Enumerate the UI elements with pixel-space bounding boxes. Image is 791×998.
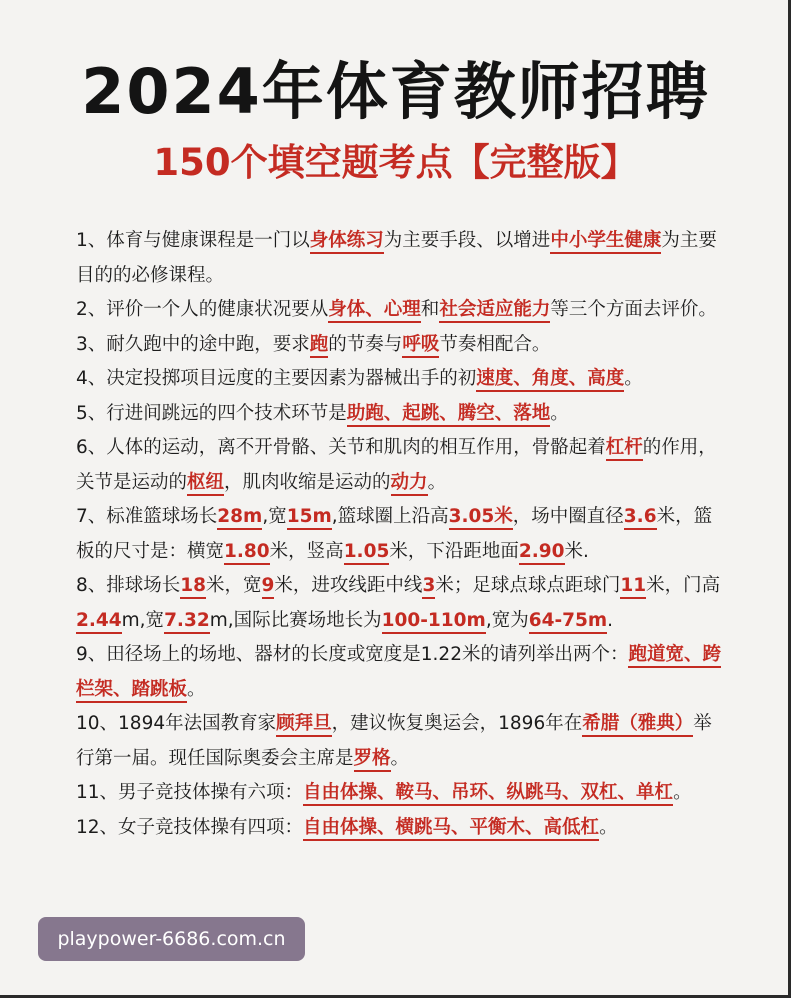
question-list [76,224,728,845]
item-text: 6、人体的运动，离不开骨骼、关节和肌肉的相互作用，骨骼起着 [76,437,606,458]
item-text: 。 [187,678,206,700]
item-text: 米，门高 [646,575,721,596]
item-text: 和 [420,299,440,320]
item-text: 。 [550,402,569,424]
answer-highlight: 11 [620,575,646,599]
item-text: 举行第一届。现任国际奥委会主席是 [76,713,712,769]
answer-highlight: 跑 [310,334,329,358]
item-text: 米；足球点球点距球门 [435,575,621,596]
list-item [76,293,728,328]
item-text: 米，下沿距地面 [389,540,519,562]
answer-highlight: 2.90 [519,541,565,565]
item-text: 节奏相配合。 [439,333,551,355]
list-item [76,569,728,638]
page-subtitle: 150个填空题考点【完整版】 [153,141,638,184]
item-text: 。 [624,368,643,389]
item-text: 的节奏与 [328,333,403,355]
list-item [76,328,728,363]
answer-highlight: 3 [422,575,435,599]
item-text: . [607,609,614,631]
list-item [76,397,728,432]
item-text: ，肌肉收缩是运动的 [224,471,391,493]
item-text: 米，宽 [206,575,262,596]
item-text: 12、女子竞技体操有四项： [76,816,304,838]
answer-highlight: 顾拜旦 [276,713,332,737]
item-text: 5、行进间跳远的四个技术环节是 [76,402,347,424]
item-text: 8、排球场长 [76,575,181,596]
list-item [76,431,728,500]
item-text: 为主要目的的必修课程。 [76,230,717,286]
item-text: 。 [390,747,410,769]
answer-highlight: 7.32 [164,610,210,634]
answer-highlight: 枢纽 [187,472,224,496]
item-text: ,宽为 [485,609,529,631]
answer-highlight: 跑道宽、跨栏架、踏跳板 [76,644,721,703]
watermark-url: playpower-6686.com.cn [38,917,305,961]
item-text: 米，进攻线距中线 [274,575,423,596]
list-item [76,224,728,293]
answer-highlight: 1.80 [224,541,270,565]
answer-highlight: 28m [217,506,262,530]
page-title: 2024年体育教师招聘 [81,55,710,128]
list-item [76,500,728,569]
answer-highlight: 9 [262,575,275,599]
answer-highlight: 罗格 [354,748,391,772]
item-text: 的作用，关节是运动的 [76,437,717,493]
answer-highlight: 动力 [391,472,428,496]
item-text: ，建议恢复奥运会，1896年在 [331,713,583,734]
item-text: 米，竖高 [269,540,344,562]
answer-highlight: 3.05米 [449,506,513,530]
item-text: 。 [599,816,618,838]
answer-highlight: 身体练习 [310,230,384,254]
item-text: m,国际比赛场地长为 [209,609,382,631]
answer-highlight: 呼吸 [402,334,439,358]
item-text: 1、体育与健康课程是一门以 [76,230,310,251]
item-text: 。 [673,782,692,803]
list-item [76,776,728,811]
item-text: 等三个方面去评价。 [550,299,717,320]
item-text: m,宽 [121,609,165,631]
item-text: 7、标准篮球场长 [76,506,218,527]
answer-highlight: 助跑、起跳、腾空、落地 [347,403,551,427]
answer-highlight: 100-110m [382,610,486,634]
item-text: 10、1894年法国教育家 [76,713,277,734]
answer-highlight: 自由体操、横跳马、平衡木、高低杠 [303,817,599,841]
answer-highlight: 杠杆 [606,437,643,461]
answer-highlight: 18 [180,575,206,599]
list-item [76,638,728,707]
item-text: 3、耐久跑中的途中跑，要求 [76,333,310,355]
answer-highlight: 2.44 [76,610,122,634]
item-text: 。 [427,471,447,493]
item-text: 4、决定投掷项目远度的主要因素为器械出手的初 [76,368,477,389]
item-text: 2、评价一个人的健康状况要从 [76,299,329,320]
answer-highlight: 64-75m [529,610,607,634]
item-text: 为主要手段、以增进 [383,230,551,251]
answer-highlight: 社会适应能力 [439,299,550,323]
answer-highlight: 中小学生健康 [550,230,661,254]
answer-highlight: 15m [287,506,332,530]
item-text: 米，篮板的尺寸是：横宽 [76,506,713,562]
item-text: 米. [564,540,589,562]
answer-highlight: 希腊（雅典） [582,713,693,737]
answer-highlight: 自由体操、鞍马、吊环、纵跳马、双杠、单杠 [303,782,673,806]
answer-highlight: 3.6 [624,506,657,530]
item-text: 9、田径场上的场地、器材的长度或宽度是1.22米的请列举出两个： [76,644,629,665]
list-item [76,811,728,846]
item-text: ,篮球圈上沿高 [331,506,449,527]
list-item [76,707,728,776]
answer-highlight: 身体、心理 [328,299,421,323]
answer-highlight: 速度、角度、高度 [476,368,624,392]
item-text: ，场中圈直径 [512,506,624,527]
answer-highlight: 1.05 [344,541,390,565]
item-text: 11、男子竞技体操有六项： [76,782,304,803]
item-text: ,宽 [262,506,287,527]
list-item [76,362,728,397]
